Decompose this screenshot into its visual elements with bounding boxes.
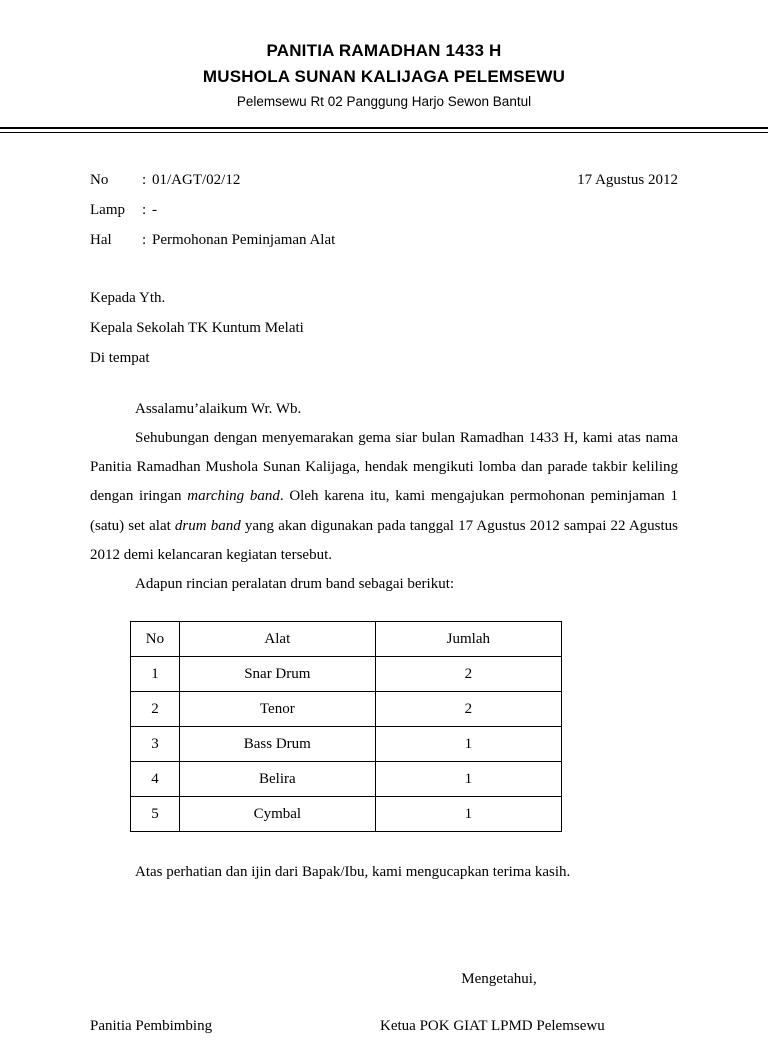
organization-name: PANITIA RAMADHAN 1433 H <box>266 41 502 60</box>
table-row <box>131 657 562 692</box>
meta-value-lamp: - <box>152 201 157 218</box>
cell-alat: Bass Drum <box>179 727 375 762</box>
body-p1-part-a: Sehubungan dengan menyemarakan gema siar bulan Ramadhan 1433 H, kami atas nama Panitia Ramadhan Mushola Sunan Kalijaga, hendak mengikuti lomba dan parade takbir keliling dengan iringan <box>90 429 678 505</box>
meta-label-no: No <box>90 171 109 188</box>
cell-jumlah: 2 <box>375 692 561 727</box>
signature-right-title: Ketua POK GIAT LPMD Pelemsewu <box>380 1018 605 1035</box>
cell-jumlah: 1 <box>375 727 561 762</box>
table-header-no: No <box>131 622 180 657</box>
organization-subname: MUSHOLA SUNAN KALIJAGA PELEMSEWU <box>202 66 566 86</box>
body-p1-part-c: yang akan digunakan pada tanggal 17 Agustus 2012 sampai 22 Agustus 2012 demi kelancaran kegiatan tersebut. <box>90 517 679 563</box>
body-paragraph-1 <box>90 424 678 570</box>
equipment-table-wrapper <box>90 621 678 832</box>
organization-address: Pelemsewu Rt 02 Panggung Harjo Sewon Bantul <box>236 94 532 109</box>
body-paragraph-2: Adapun rincian peralatan drum band sebagai berikut: <box>135 576 455 593</box>
cell-no: 5 <box>131 797 180 832</box>
cell-no: 3 <box>131 727 180 762</box>
body-p1-emphasis-2: drum band <box>174 517 241 534</box>
cell-alat: Tenor <box>179 692 375 727</box>
signature-left-title: Panitia Pembimbing <box>90 1018 213 1035</box>
meta-value-no: 01/AGT/02/12 <box>152 171 241 188</box>
meta-row-subject <box>90 225 678 255</box>
table-row <box>131 762 562 797</box>
body-p1-emphasis-1: marching band <box>187 488 280 505</box>
cell-alat: Cymbal <box>179 797 375 832</box>
table-header-row <box>131 622 562 657</box>
table-row <box>131 692 562 727</box>
equipment-table <box>130 621 562 832</box>
body-p1-part-b: . Oleh karena itu, kami mengajukan permohonan peminjaman 1 (satu) set alat <box>90 488 678 534</box>
letterhead <box>0 0 768 113</box>
cell-jumlah: 1 <box>375 797 561 832</box>
signature-row <box>90 1013 678 1039</box>
cell-jumlah: 1 <box>375 762 561 797</box>
addressee-block <box>90 283 678 373</box>
greeting-line: Assalamu’alaikum Wr. Wb. <box>135 400 302 417</box>
cell-no: 2 <box>131 692 180 727</box>
closing-paragraph: Atas perhatian dan ijin dari Bapak/Ibu, kami mengucapkan terima kasih. <box>135 864 571 881</box>
signature-knowing-label: Mengetahui, <box>461 970 537 987</box>
meta-label-lamp: Lamp <box>90 201 125 218</box>
addressee-line-3: Di tempat <box>90 349 150 366</box>
cell-no: 1 <box>131 657 180 692</box>
meta-row-lamp <box>90 195 678 225</box>
table-row <box>131 797 562 832</box>
cell-alat: Belira <box>179 762 375 797</box>
addressee-line-1: Kepada Yth. <box>90 289 166 306</box>
meta-sep-no: : <box>142 171 147 188</box>
meta-sep-hal: : <box>142 231 147 248</box>
cell-jumlah: 2 <box>375 657 561 692</box>
addressee-line-2: Kepala Sekolah TK Kuntum Melati <box>90 319 304 336</box>
letterhead-divider <box>0 127 768 133</box>
table-row <box>131 727 562 762</box>
meta-label-hal: Hal <box>90 231 112 248</box>
table-header-jumlah: Jumlah <box>375 622 561 657</box>
meta-value-hal: Permohonan Peminjaman Alat <box>152 231 336 248</box>
cell-alat: Snar Drum <box>179 657 375 692</box>
letter-meta <box>90 165 678 255</box>
cell-no: 4 <box>131 762 180 797</box>
letter-date: 17 Agustus 2012 <box>577 171 678 188</box>
letter-content <box>0 165 768 1055</box>
meta-sep-lamp: : <box>142 201 147 218</box>
table-header-alat: Alat <box>179 622 375 657</box>
signature-block <box>90 965 678 1055</box>
